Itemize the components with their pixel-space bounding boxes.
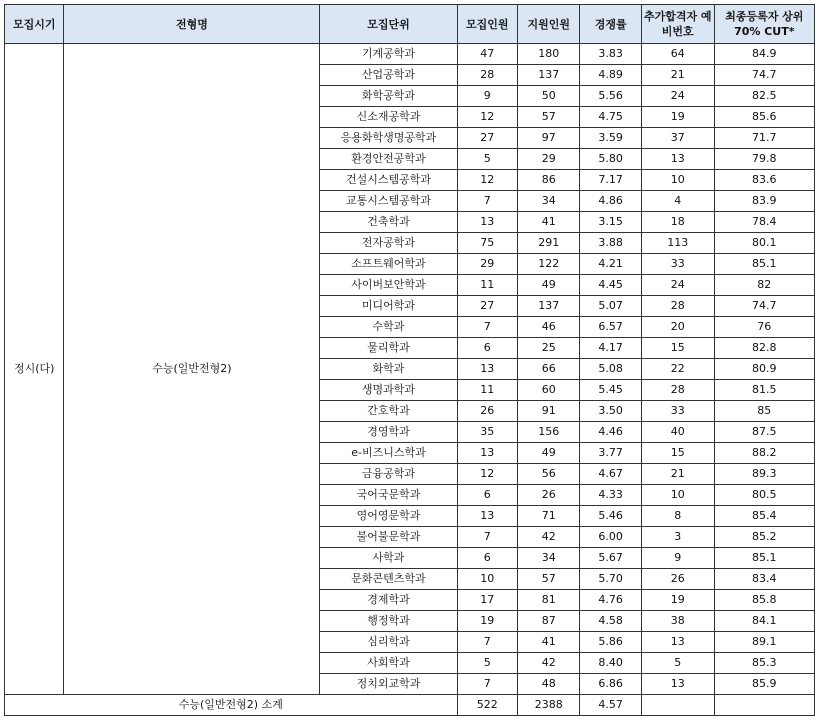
applicants-cell: 46: [518, 317, 580, 338]
waitlist-cell: 40: [641, 422, 714, 443]
ratio-cell: 3.77: [580, 443, 641, 464]
cut-cell: 85.3: [714, 653, 814, 674]
cut-cell: 84.1: [714, 611, 814, 632]
applicants-cell: 137: [518, 296, 580, 317]
waitlist-cell: 21: [641, 65, 714, 86]
quota-cell: 7: [457, 632, 517, 653]
ratio-cell: 5.45: [580, 380, 641, 401]
header-period: 모집시기: [5, 5, 64, 44]
quota-cell: 5: [457, 149, 517, 170]
cut-cell: 82: [714, 275, 814, 296]
waitlist-cell: 24: [641, 275, 714, 296]
table-body: [5, 44, 815, 695]
quota-cell: 28: [457, 65, 517, 86]
header-applicants: 지원인원: [518, 5, 580, 44]
subtotal-ratio: 4.57: [580, 695, 641, 716]
unit-cell: 수학과: [320, 317, 457, 338]
unit-cell: 간호학과: [320, 401, 457, 422]
waitlist-cell: 33: [641, 401, 714, 422]
waitlist-cell: 19: [641, 107, 714, 128]
cut-cell: 81.5: [714, 380, 814, 401]
applicants-cell: 291: [518, 233, 580, 254]
unit-cell: 경영학과: [320, 422, 457, 443]
ratio-cell: 4.33: [580, 485, 641, 506]
applicants-cell: 34: [518, 548, 580, 569]
waitlist-cell: 19: [641, 590, 714, 611]
applicants-cell: 34: [518, 191, 580, 212]
applicants-cell: 60: [518, 380, 580, 401]
applicants-cell: 56: [518, 464, 580, 485]
cut-cell: 71.7: [714, 128, 814, 149]
cut-cell: 89.1: [714, 632, 814, 653]
quota-cell: 7: [457, 317, 517, 338]
ratio-cell: 4.45: [580, 275, 641, 296]
waitlist-cell: 3: [641, 527, 714, 548]
applicants-cell: 66: [518, 359, 580, 380]
waitlist-cell: 13: [641, 632, 714, 653]
quota-cell: 7: [457, 674, 517, 695]
applicants-cell: 57: [518, 107, 580, 128]
ratio-cell: 8.40: [580, 653, 641, 674]
cut-cell: 85.6: [714, 107, 814, 128]
ratio-cell: 5.46: [580, 506, 641, 527]
quota-cell: 29: [457, 254, 517, 275]
header-ratio: 경쟁률: [580, 5, 641, 44]
subtotal-row: [5, 695, 815, 716]
unit-cell: 건설시스템공학과: [320, 170, 457, 191]
unit-cell: 행정학과: [320, 611, 457, 632]
applicants-cell: 81: [518, 590, 580, 611]
waitlist-cell: 26: [641, 569, 714, 590]
ratio-cell: 5.67: [580, 548, 641, 569]
quota-cell: 13: [457, 359, 517, 380]
quota-cell: 6: [457, 485, 517, 506]
applicants-cell: 71: [518, 506, 580, 527]
cut-cell: 83.4: [714, 569, 814, 590]
ratio-cell: 4.67: [580, 464, 641, 485]
unit-cell: 응용화학생명공학과: [320, 128, 457, 149]
waitlist-cell: 8: [641, 506, 714, 527]
subtotal-quota: 522: [457, 695, 517, 716]
quota-cell: 5: [457, 653, 517, 674]
unit-cell: 소프트웨어학과: [320, 254, 457, 275]
quota-cell: 11: [457, 275, 517, 296]
quota-cell: 13: [457, 443, 517, 464]
quota-cell: 13: [457, 212, 517, 233]
applicants-cell: 87: [518, 611, 580, 632]
ratio-cell: 3.50: [580, 401, 641, 422]
unit-cell: 환경안전공학과: [320, 149, 457, 170]
waitlist-cell: 15: [641, 443, 714, 464]
waitlist-cell: 13: [641, 674, 714, 695]
quota-cell: 19: [457, 611, 517, 632]
waitlist-cell: 10: [641, 485, 714, 506]
unit-cell: 정치외교학과: [320, 674, 457, 695]
applicants-cell: 29: [518, 149, 580, 170]
applicants-cell: 41: [518, 632, 580, 653]
unit-cell: 산업공학과: [320, 65, 457, 86]
unit-cell: 경제학과: [320, 590, 457, 611]
cut-cell: 82.8: [714, 338, 814, 359]
cut-cell: 83.6: [714, 170, 814, 191]
unit-cell: 생명과학과: [320, 380, 457, 401]
waitlist-cell: 18: [641, 212, 714, 233]
applicants-cell: 97: [518, 128, 580, 149]
cut-cell: 83.9: [714, 191, 814, 212]
waitlist-cell: 20: [641, 317, 714, 338]
cut-cell: 80.5: [714, 485, 814, 506]
header-unit: 모집단위: [320, 5, 457, 44]
period-cell: 정시(다): [5, 44, 64, 695]
cut-cell: 85.8: [714, 590, 814, 611]
table-row: [5, 44, 815, 65]
header-admission-type: 전형명: [64, 5, 320, 44]
unit-cell: 사이버보안학과: [320, 275, 457, 296]
ratio-cell: 4.21: [580, 254, 641, 275]
applicants-cell: 50: [518, 86, 580, 107]
cut-cell: 85.9: [714, 674, 814, 695]
cut-cell: 78.4: [714, 212, 814, 233]
ratio-cell: 3.88: [580, 233, 641, 254]
cut-cell: 79.8: [714, 149, 814, 170]
cut-cell: 82.5: [714, 86, 814, 107]
cut-cell: 87.5: [714, 422, 814, 443]
waitlist-cell: 28: [641, 296, 714, 317]
ratio-cell: 4.76: [580, 590, 641, 611]
quota-cell: 6: [457, 548, 517, 569]
waitlist-cell: 37: [641, 128, 714, 149]
ratio-cell: 5.56: [580, 86, 641, 107]
waitlist-cell: 5: [641, 653, 714, 674]
applicants-cell: 86: [518, 170, 580, 191]
quota-cell: 75: [457, 233, 517, 254]
quota-cell: 12: [457, 170, 517, 191]
ratio-cell: 7.17: [580, 170, 641, 191]
ratio-cell: 5.07: [580, 296, 641, 317]
unit-cell: 금융공학과: [320, 464, 457, 485]
cut-cell: 80.1: [714, 233, 814, 254]
waitlist-cell: 24: [641, 86, 714, 107]
cut-cell: 88.2: [714, 443, 814, 464]
ratio-cell: 6.00: [580, 527, 641, 548]
waitlist-cell: 28: [641, 380, 714, 401]
cut-cell: 84.9: [714, 44, 814, 65]
quota-cell: 11: [457, 380, 517, 401]
ratio-cell: 4.86: [580, 191, 641, 212]
waitlist-cell: 113: [641, 233, 714, 254]
quota-cell: 47: [457, 44, 517, 65]
applicants-cell: 156: [518, 422, 580, 443]
quota-cell: 12: [457, 464, 517, 485]
waitlist-cell: 64: [641, 44, 714, 65]
ratio-cell: 4.75: [580, 107, 641, 128]
cut-cell: 85.4: [714, 506, 814, 527]
quota-cell: 12: [457, 107, 517, 128]
quota-cell: 17: [457, 590, 517, 611]
quota-cell: 6: [457, 338, 517, 359]
ratio-cell: 4.58: [580, 611, 641, 632]
unit-cell: 화학과: [320, 359, 457, 380]
ratio-cell: 3.15: [580, 212, 641, 233]
unit-cell: 국어국문학과: [320, 485, 457, 506]
unit-cell: 신소재공학과: [320, 107, 457, 128]
applicants-cell: 49: [518, 275, 580, 296]
unit-cell: 문화콘텐츠학과: [320, 569, 457, 590]
unit-cell: 사학과: [320, 548, 457, 569]
cut-cell: 80.9: [714, 359, 814, 380]
cut-cell: 85.1: [714, 548, 814, 569]
applicants-cell: 57: [518, 569, 580, 590]
applicants-cell: 48: [518, 674, 580, 695]
waitlist-cell: 21: [641, 464, 714, 485]
unit-cell: 화학공학과: [320, 86, 457, 107]
waitlist-cell: 15: [641, 338, 714, 359]
header-quota: 모집인원: [457, 5, 517, 44]
subtotal-applicants: 2388: [518, 695, 580, 716]
waitlist-cell: 13: [641, 149, 714, 170]
unit-cell: 전자공학과: [320, 233, 457, 254]
unit-cell: 불어불문학과: [320, 527, 457, 548]
ratio-cell: 5.70: [580, 569, 641, 590]
applicants-cell: 91: [518, 401, 580, 422]
quota-cell: 35: [457, 422, 517, 443]
ratio-cell: 6.86: [580, 674, 641, 695]
waitlist-cell: 9: [641, 548, 714, 569]
quota-cell: 13: [457, 506, 517, 527]
unit-cell: 심리학과: [320, 632, 457, 653]
waitlist-cell: 22: [641, 359, 714, 380]
quota-cell: 7: [457, 527, 517, 548]
waitlist-cell: 4: [641, 191, 714, 212]
ratio-cell: 3.83: [580, 44, 641, 65]
unit-cell: 교통시스템공학과: [320, 191, 457, 212]
subtotal-cut: [714, 695, 814, 716]
quota-cell: 9: [457, 86, 517, 107]
cut-cell: 85.1: [714, 254, 814, 275]
ratio-cell: 5.08: [580, 359, 641, 380]
applicants-cell: 42: [518, 527, 580, 548]
ratio-cell: 6.57: [580, 317, 641, 338]
cut-cell: 74.7: [714, 65, 814, 86]
admission-results-table: [4, 4, 815, 716]
cut-cell: 74.7: [714, 296, 814, 317]
waitlist-cell: 38: [641, 611, 714, 632]
ratio-cell: 4.17: [580, 338, 641, 359]
applicants-cell: 49: [518, 443, 580, 464]
applicants-cell: 137: [518, 65, 580, 86]
waitlist-cell: 10: [641, 170, 714, 191]
applicants-cell: 122: [518, 254, 580, 275]
subtotal-waitlist: [641, 695, 714, 716]
unit-cell: 물리학과: [320, 338, 457, 359]
subtotal-label: 수능(일반전형2) 소계: [5, 695, 458, 716]
unit-cell: 건축학과: [320, 212, 457, 233]
unit-cell: 사회학과: [320, 653, 457, 674]
quota-cell: 7: [457, 191, 517, 212]
ratio-cell: 5.80: [580, 149, 641, 170]
ratio-cell: 3.59: [580, 128, 641, 149]
header-waitlist: 추가합격자 예비번호: [641, 5, 714, 44]
cut-cell: 85.2: [714, 527, 814, 548]
ratio-cell: 4.89: [580, 65, 641, 86]
waitlist-cell: 33: [641, 254, 714, 275]
unit-cell: 기계공학과: [320, 44, 457, 65]
unit-cell: e-비즈니스학과: [320, 443, 457, 464]
unit-cell: 영어영문학과: [320, 506, 457, 527]
applicants-cell: 26: [518, 485, 580, 506]
applicants-cell: 42: [518, 653, 580, 674]
cut-cell: 76: [714, 317, 814, 338]
quota-cell: 26: [457, 401, 517, 422]
unit-cell: 미디어학과: [320, 296, 457, 317]
applicants-cell: 25: [518, 338, 580, 359]
ratio-cell: 4.46: [580, 422, 641, 443]
cut-cell: 89.3: [714, 464, 814, 485]
ratio-cell: 5.86: [580, 632, 641, 653]
cut-cell: 85: [714, 401, 814, 422]
quota-cell: 27: [457, 128, 517, 149]
header-cut: 최종등록자 상위 70% CUT*: [714, 5, 814, 44]
admission-type-cell: 수능(일반전형2): [64, 44, 320, 695]
applicants-cell: 180: [518, 44, 580, 65]
quota-cell: 10: [457, 569, 517, 590]
quota-cell: 27: [457, 296, 517, 317]
header-row: [5, 5, 815, 44]
applicants-cell: 41: [518, 212, 580, 233]
